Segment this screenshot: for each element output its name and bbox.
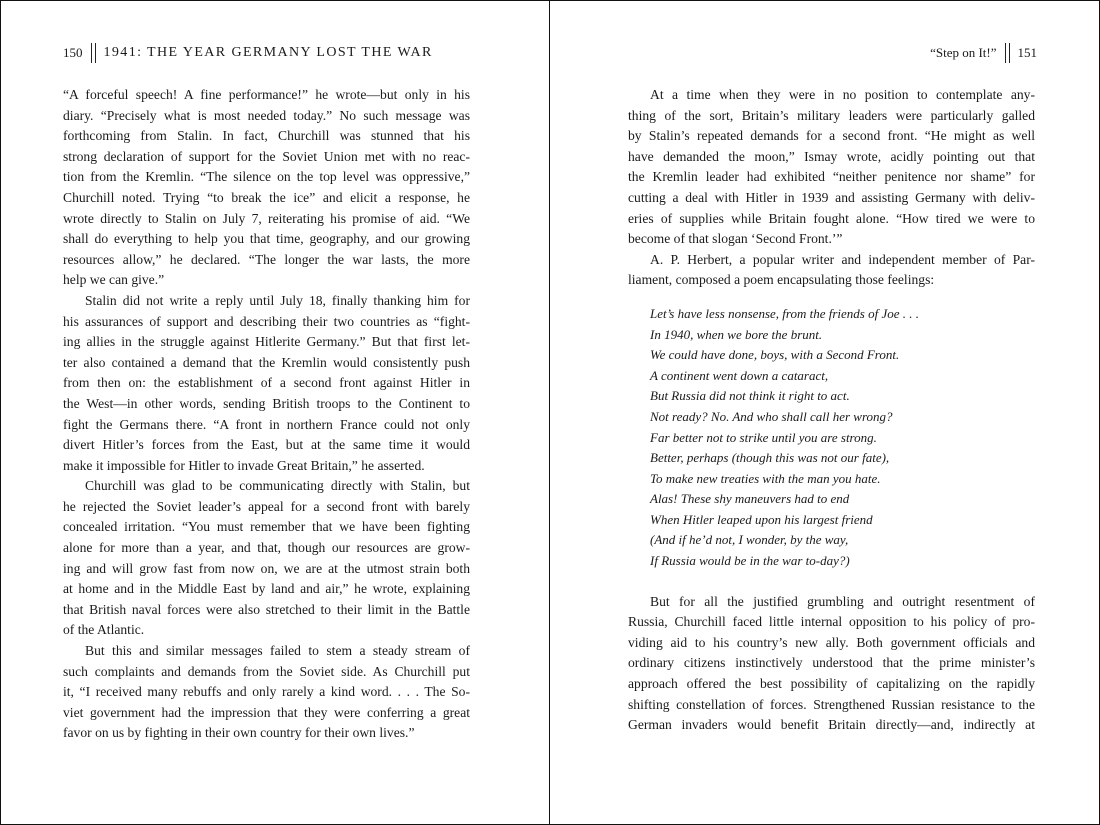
text-line: help we can give.” [63, 272, 165, 288]
header-double-rule [1005, 43, 1010, 63]
text-line: alone for more than a year, and that, though our resources are grow- [63, 540, 470, 556]
right-body-text [628, 85, 1035, 736]
text-line: Churchill was glad to be communicating directly with Stalin, but [85, 478, 470, 494]
text-line: German invaders would benefit Britain directly—and, indirectly at [628, 717, 1035, 733]
text-line: from then on: the establishment of a second front against Hitler in [63, 375, 470, 391]
text-line: Russia, Churchill faced little internal opposition to his policy of pro- [628, 614, 1035, 630]
paragraph [63, 476, 470, 641]
paragraph [628, 85, 1035, 250]
paragraph [63, 85, 470, 291]
text-line: such complaints and demands from the Soviet side. As Churchill put [63, 663, 470, 679]
poem-block [628, 304, 1035, 572]
poem-line: Far better not to strike until you are strong. [650, 429, 877, 445]
poem-line: To make new treaties with the man you hate. [650, 470, 881, 486]
text-line: forthcoming from Stalin. In fact, Churchill was stunned that his [63, 128, 470, 144]
poem-line: Better, perhaps (though this was not our fate), [650, 450, 890, 466]
text-line: “A forceful speech! A fine performance!” he wrote—but only in his [63, 87, 470, 102]
paragraph [63, 291, 470, 476]
text-line: wrote directly to Stalin on July 7, reiterating his promise of aid. “We [63, 210, 470, 226]
text-line: his assurances of support and describing their two countries as “fight- [63, 313, 470, 329]
paragraph [628, 592, 1035, 736]
right-running-header [930, 43, 1037, 63]
poem-line: If Russia would be in the war to-day?) [650, 553, 850, 569]
text-line: tion from the Kremlin. “The silence on the top level was oppressive,” [63, 169, 470, 185]
text-line: the Kremlin leader had exhibited “neither penitence nor shame” for [628, 169, 1035, 185]
poem-line: Not ready? No. And who shall call her wrong? [650, 408, 893, 424]
running-head-title: “Step on It!” [930, 45, 997, 60]
text-line: Stalin did not write a reply until July 18, finally thanking him for [85, 292, 470, 308]
text-line: cutting a deal with Hitler in 1939 and assisting Germany with deliv- [628, 189, 1035, 205]
text-line: resources allow,” he declared. “The longer the war lasts, the more [63, 251, 470, 267]
left-body-text [63, 85, 470, 744]
text-line: he rejected the Soviet leader’s appeal for a second front with barely [63, 498, 470, 514]
page-number: 151 [1017, 45, 1037, 60]
text-line: diary. “Precisely what is most needed today.” No such message was [63, 107, 470, 123]
text-line: ing and will grow fast from now on, we are at the utmost strain both [63, 560, 470, 576]
text-line: divert Hitler’s forces from the East, but at the same time it would [63, 437, 470, 453]
text-line: Churchill noted. Trying “to break the ice” and elicit a response, he [63, 189, 470, 205]
paragraph [63, 641, 470, 744]
poem-line: We could have done, boys, with a Second Front. [650, 347, 900, 363]
text-line: viet government had the impression that they were conferring a great [63, 704, 470, 720]
text-line: fight the Germans there. “A front in northern France could not only [63, 416, 470, 432]
text-line: viding aid to his country’s new ally. Both government officials and [628, 634, 1035, 650]
text-line: But this and similar messages failed to stem a steady stream of [85, 643, 470, 659]
text-line: approach offered the best possibility of capitalizing on the rapidly [628, 676, 1035, 692]
text-line: the West—in other words, sending British troops to the Continent to [63, 395, 470, 411]
text-line: ter also contained a demand that the Kremlin would consistently push [63, 354, 470, 370]
poem-line: Let’s have less nonsense, from the friends of Joe . . . [650, 305, 919, 321]
text-line: that British naval forces were also stretched to their limit in the Battle [63, 601, 470, 617]
left-running-header [63, 43, 433, 63]
poem-line: When Hitler leaped upon his largest friend [650, 511, 873, 527]
poem-line: In 1940, when we bore the brunt. [650, 326, 823, 342]
text-line: become of that slogan ‘Second Front.’” [628, 231, 843, 247]
text-line: it, “I received many rebuffs and only rarely a kind word. . . . The So- [63, 684, 470, 700]
poem-line: (And if he’d not, I wonder, by the way, [650, 532, 849, 548]
right-page [549, 0, 1100, 825]
poem-line: A continent went down a cataract, [650, 367, 829, 383]
poem-line: But Russia did not think it right to act. [650, 388, 850, 404]
text-line: at home and in the Middle East by land and air,” he wrote, explaining [63, 581, 470, 597]
running-head-title: 1941: THE YEAR GERMANY LOST THE WAR [103, 45, 433, 60]
text-line: eries of supplies while Britain fought alone. “How tired we were to [628, 210, 1035, 226]
text-line: have demanded the moon,” Ismay wrote, acidly pointing out that [628, 148, 1035, 164]
poem-line: Alas! These shy maneuvers had to end [650, 491, 850, 507]
text-line: ing allies in the struggle against Hitlerite Germany.” But that first let- [63, 334, 470, 350]
text-line: favor on us by fighting in their own country for their own lives.” [63, 725, 415, 741]
text-line: strong declaration of support for the Soviet Union met with no reac- [63, 148, 470, 164]
text-line: thing of the sort, Britain’s military leaders were particularly galled [628, 107, 1035, 123]
text-line: concealed irritation. “You must remember that we have been fighting [63, 519, 470, 535]
text-line: ordinary citizens instinctively understood that the prime minister’s [628, 655, 1035, 671]
text-line: make it impossible for Hitler to invade Great Britain,” he asserted. [63, 457, 425, 473]
text-line: At a time when they were in no position to contemplate any- [650, 87, 1035, 102]
text-line: But for all the justified grumbling and outright resentment of [650, 593, 1035, 609]
header-double-rule [91, 43, 96, 63]
text-line: liament, composed a poem encapsulating those feelings: [628, 272, 935, 288]
text-line: by Stalin’s repeated demands for a second front. “He might as well [628, 128, 1035, 144]
text-line: shall do everything to help you that time, geography, and our growing [63, 231, 470, 247]
text-line: of the Atlantic. [63, 622, 145, 638]
paragraph [628, 250, 1035, 291]
text-line: shifting constellation of forces. Strengthened Russian resistance to the [628, 696, 1035, 712]
page-number: 150 [63, 45, 83, 60]
text-line: A. P. Herbert, a popular writer and independent member of Par- [650, 251, 1035, 267]
